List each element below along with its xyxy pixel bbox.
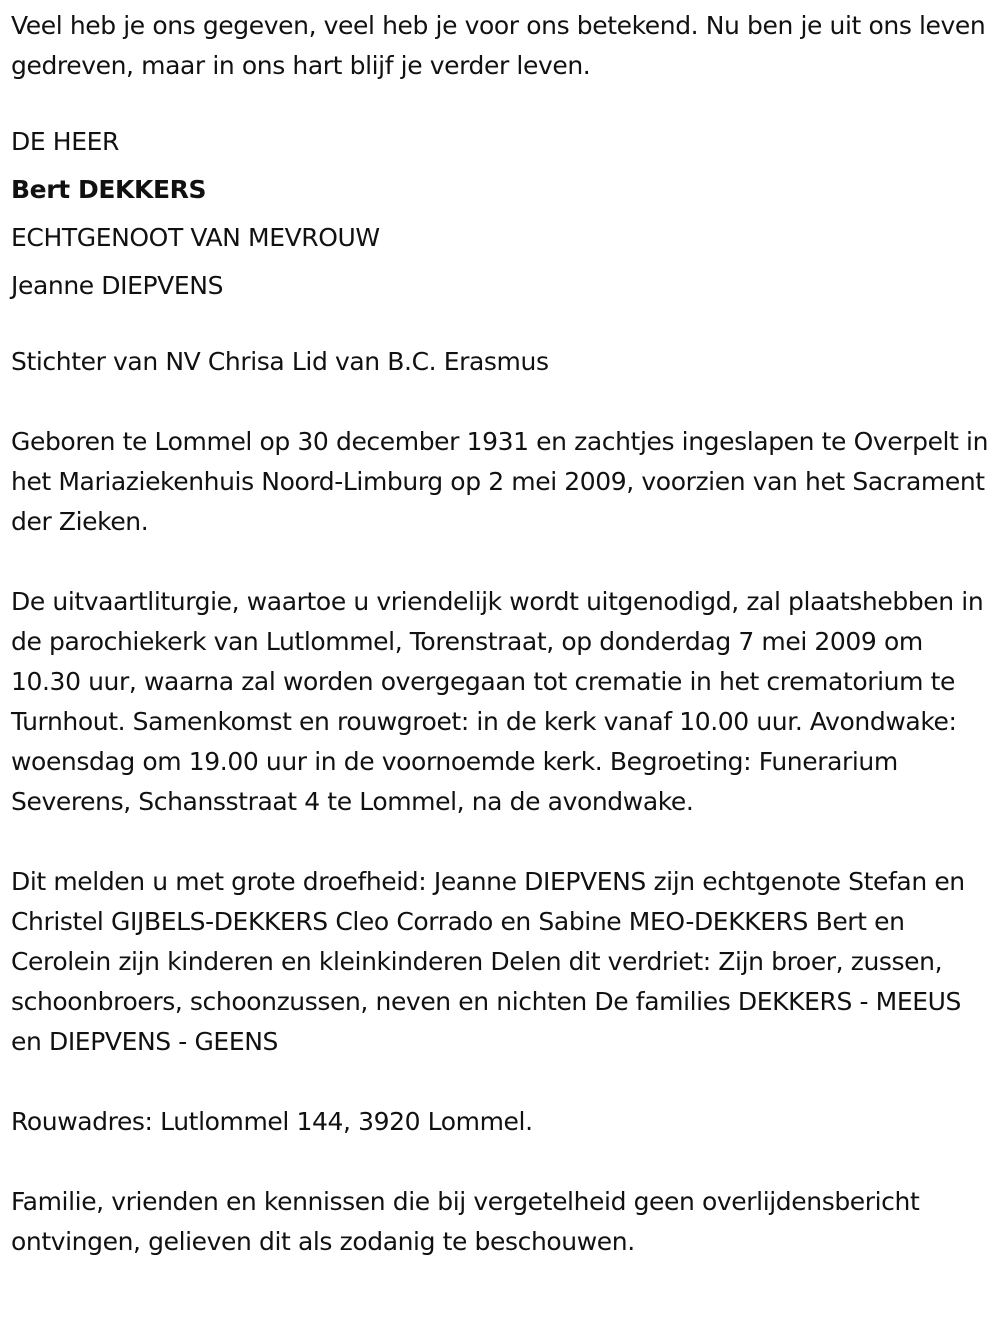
closing-paragraph: Familie, vrienden en kennissen die bij vergetelheid geen overlijdensbericht ontvingen, gelieven dit als zodanig te beschouwen. — [11, 1187, 920, 1256]
spouse-name: Jeanne DIEPVENS — [11, 271, 224, 300]
mourning-address: Rouwadres: Lutlommel 144, 3920 Lommel. — [11, 1107, 533, 1136]
title-prefix: DE HEER — [11, 127, 119, 156]
birth-death-paragraph: Geboren te Lommel op 30 december 1931 en zachtjes ingeslapen te Overpelt in het Mariaziekenhuis Noord-Limburg op 2 mei 2009, voorzien van het Sacrament der Zieken. — [11, 427, 989, 536]
memorial-quote: Veel heb je ons gegeven, veel heb je voor ons betekend. Nu ben je uit ons leven gedreven, maar in ons hart blijf je verder leven. — [11, 11, 986, 80]
occupation-paragraph: Stichter van NV Chrisa Lid van B.C. Erasmus — [11, 347, 549, 376]
deceased-heading — [11, 118, 996, 310]
announcement-paragraph: Dit melden u met grote droefheid: Jeanne DIEPVENS zijn echtgenote Stefan en Christel GIJBELS-DEKKERS Cleo Corrado en Sabine MEO-DEKKERS Bert en Cerolein zijn kinderen en kleinkinderen Delen dit verdriet: Zijn broer, zussen, schoonbroers, schoonzussen, neven en nichten De families DEKKERS - MEEUS en DIEPVENS - GEENS — [11, 867, 965, 1056]
obituary-document — [11, 6, 996, 1262]
spouse-label: ECHTGENOOT VAN MEVROUW — [11, 223, 380, 252]
funeral-paragraph: De uitvaartliturgie, waartoe u vriendelijk wordt uitgenodigd, zal plaatshebben in de parochiekerk van Lutlommel, Torenstraat, op donderdag 7 mei 2009 om 10.30 uur, waarna zal worden overgegaan tot crematie in het crematorium te Turnhout. Samenkomst en rouwgroet: in de kerk vanaf 10.00 uur. Avondwake: woensdag om 19.00 uur in de voornoemde kerk. Begroeting: Funerarium Severens, Schansstraat 4 te Lommel, na de avondwake. — [11, 587, 984, 816]
deceased-name: Bert DEKKERS — [11, 175, 207, 204]
